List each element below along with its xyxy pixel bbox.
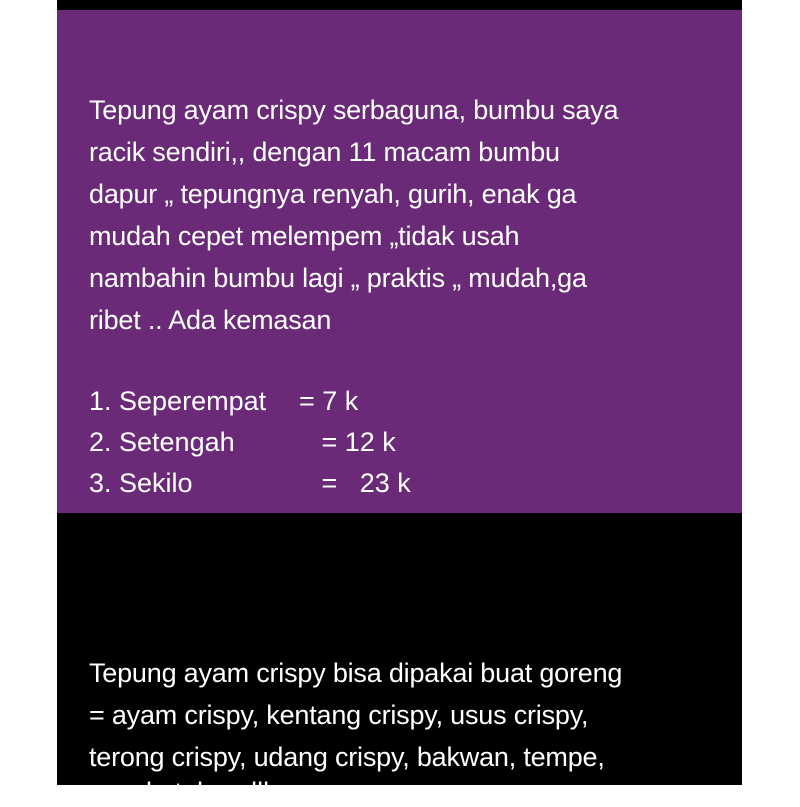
- price-list: [89, 381, 411, 504]
- product-description: Tepung ayam crispy serbaguna, bumbu saya racik sendiri,, dengan 11 macam bumbu dapur „ tepungnya renyah, gurih, enak ga mudah cepet melempem „tidak usah nambahin bumbu lagi „ praktis „ mudah,ga ribet .. Ada kemasan: [89, 95, 619, 335]
- purple-text-card: [57, 10, 742, 513]
- price-item-value: = 7 k: [299, 386, 359, 416]
- price-item-sekilo: [89, 463, 411, 504]
- price-item-setengah: [89, 422, 411, 463]
- price-item-name: 1. Seperempat: [89, 386, 267, 416]
- price-item-name: 2. Setengah: [89, 427, 235, 457]
- price-item-value: = 23 k: [299, 468, 411, 498]
- phone-screen: [57, 0, 742, 807]
- cutoff-text-line: cecak, tahu, dll: [89, 777, 270, 807]
- price-item-name: 3. Sekilo: [89, 468, 193, 498]
- price-item-seperempat: [89, 381, 411, 422]
- price-item-value: = 12 k: [299, 427, 396, 457]
- usage-text: Tepung ayam crispy bisa dipakai buat goreng = ayam crispy, kentang crispy, usus crispy, terong crispy, udang crispy, bakwan, tempe,: [89, 658, 623, 772]
